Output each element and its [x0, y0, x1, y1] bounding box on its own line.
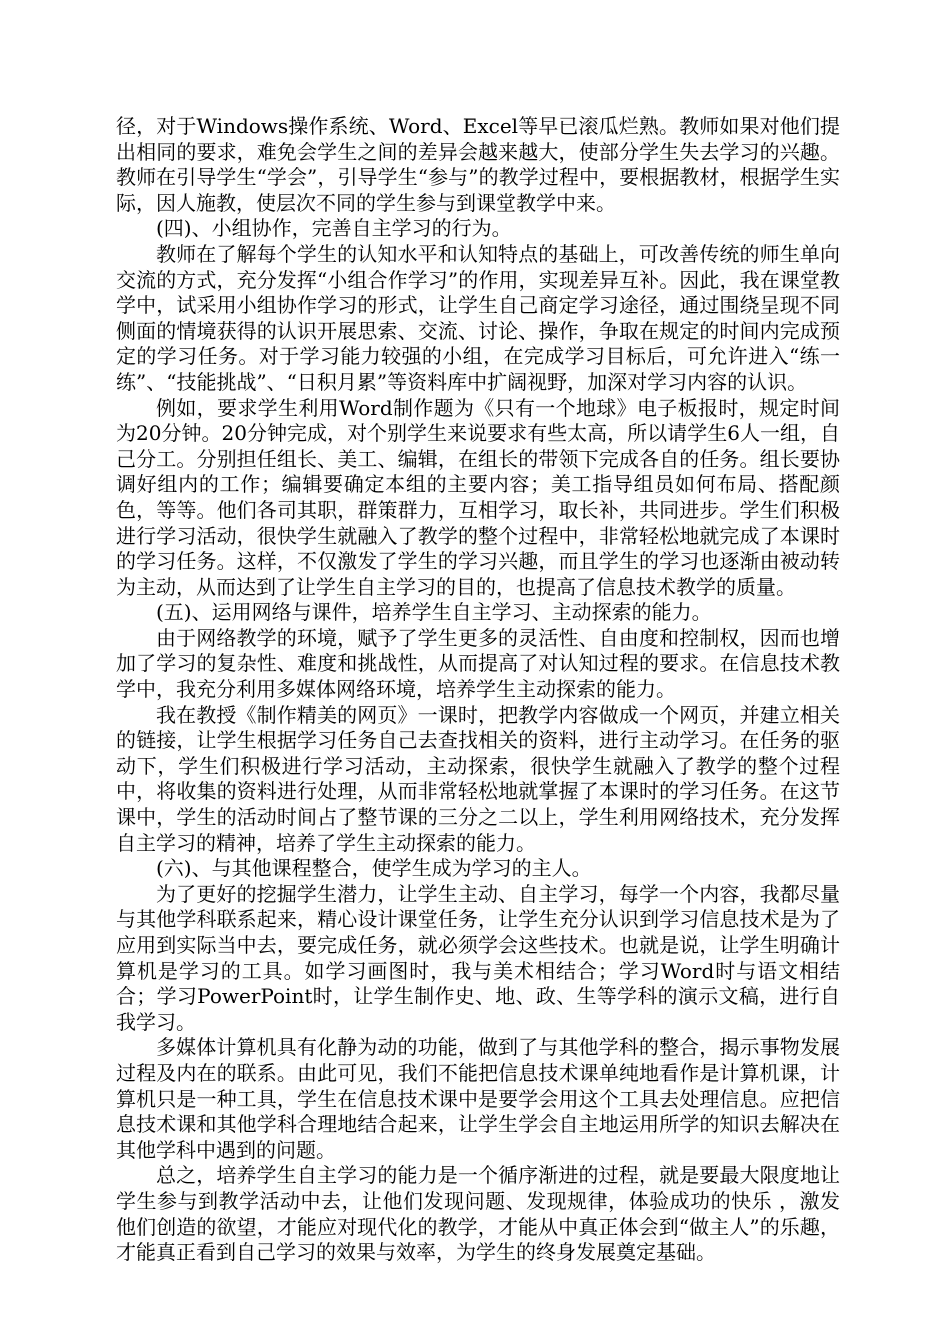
document-page	[116, 114, 840, 1266]
section-heading-5: (五)、运用网络与课件，培养学生自主学习、主动探索的能力。	[156, 600, 712, 625]
paragraph: 由于网络教学的环境，赋予了学生更多的灵活性、自由度和控制权，因而也增加了学习的复杂性、难度和挑战性，从而提高了对认知过程的要求。在信息技术教学中，我充分利用多媒体网络环境，培养学生主动探索的能力。	[116, 625, 840, 702]
paragraph: 我在教授《制作精美的网页》一课时，把教学内容做成一个网页，并建立相关的链接，让学生根据学习任务自己去查找相关的资料，进行主动学习。在任务的驱动下，学生们积极进行学习活动，主动探索，很快学生就融入了教学的整个过程中，将收集的资料进行处理，从而非常轻松地就掌握了本课时的学习任务。在这节课中，学生的活动时间占了整节课的三分之二以上，学生利用网络技术，充分发挥自主学习的精神，培养了学生主动探索的能力。	[116, 702, 840, 855]
section-heading-6: (六)、与其他课程整合，使学生成为学习的主人。	[156, 856, 592, 881]
section-heading-4: (四)、小组协作，完善自主学习的行为。	[156, 216, 512, 241]
paragraph: 多媒体计算机具有化静为动的功能，做到了与其他学科的整合，揭示事物发展过程及内在的联系。由此可见，我们不能把信息技术课单纯地看作是计算机课，计算机只是一种工具，学生在信息技术课中是要学会用这个工具去处理信息。应把信息技术课和其他学科合理地结合起来，让学生学会自主地运用所学的知识去解决在其他学科中遇到的问题。	[116, 1035, 840, 1162]
paragraph: 教师在了解每个学生的认知水平和认知特点的基础上，可改善传统的师生单向交流的方式，充分发挥“小组合作学习”的作用，实现差异互补。因此，我在课堂教学中，试采用小组协作学习的形式，让学生自己商定学习途径，通过围绕呈现不同侧面的情境获得的认识开展思索、交流、讨论、操作，争取在规定的时间内完成预定的学习任务。对于学习能力较强的小组，在完成学习目标后，可允许进入“练一练”、“技能挑战”、“日积月累”等资料库中扩阔视野，加深对学习内容的认识。	[116, 241, 840, 394]
paragraph: 为了更好的挖掘学生潜力，让学生主动、自主学习，每学一个内容，我都尽量与其他学科联系起来，精心设计课堂任务，让学生充分认识到学习信息技术是为了应用到实际当中去，要完成任务，就必须学会这些技术。也就是说，让学生明确计算机是学习的工具。如学习画图时，我与美术相结合；学习Word时与语文相结合；学习PowerPoint时，让学生制作史、地、政、生等学科的演示文稿，进行自我学习。	[116, 881, 840, 1034]
paragraph-continuation: 径，对于Windows操作系统、Word、Excel等早已滚瓜烂熟。教师如果对他们提出相同的要求，难免会学生之间的差异会越来越大，使部分学生失去学习的兴趣。教师在引导学生“学会”，引导学生“参与”的教学过程中，要根据教材，根据学生实际，因人施教，使层次不同的学生参与到课堂教学中来。	[116, 114, 840, 215]
conclusion-paragraph: 总之，培养学生自主学习的能力是一个循序渐进的过程，就是要最大限度地让学生参与到教学活动中去，让他们发现问题、发现规律，体验成功的快乐 ，激发他们创造的欲望，才能应对现代化的教学，才能从中真正体会到“做主人”的乐趣，才能真正看到自己学习的效果与效率，为学生的终身发展奠定基础。	[116, 1163, 840, 1265]
paragraph: 例如，要求学生利用Word制作题为《只有一个地球》电子板报时，规定时间为20分钟。20分钟完成，对个别学生来说要求有些太高，所以请学生6人一组，自己分工。分别担任组长、美工、编辑，在组长的带领下完成各自的任务。组长要协调好组内的工作；编辑要确定本组的主要内容；美工指导组员如何布局、搭配颜色，等等。他们各司其职，群策群力，互相学习，取长补，共同进步。学生们积极进行学习活动，很快学生就融入了教学的整个过程中，非常轻松地就完成了本课时的学习任务。这样，不仅激发了学生的学习兴趣，而且学生的学习也逐渐由被动转为主动，从而达到了让学生自主学习的目的，也提高了信息技术教学的质量。	[116, 395, 840, 599]
